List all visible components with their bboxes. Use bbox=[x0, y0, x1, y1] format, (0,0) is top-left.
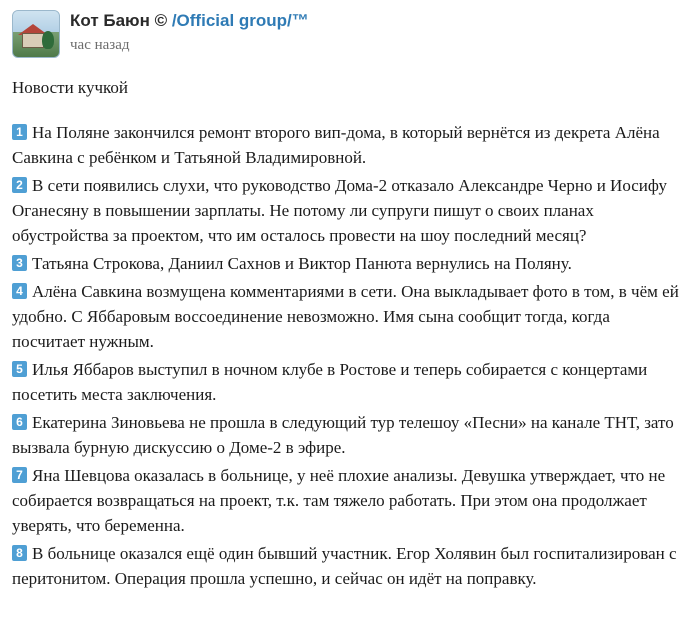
avatar[interactable] bbox=[12, 10, 60, 58]
group-title-line bbox=[70, 10, 309, 31]
post-header bbox=[12, 10, 687, 58]
post-timestamp: час назад bbox=[70, 37, 130, 53]
item-text: Татьяна Строкова, Даниил Сахнов и Виктор Панюта вернулись на Поляну. bbox=[32, 254, 572, 273]
avatar-house bbox=[22, 33, 44, 48]
item-number-badge: 3 bbox=[12, 255, 27, 271]
group-link[interactable]: /Official group/™ bbox=[171, 11, 309, 30]
item-number-badge: 2 bbox=[12, 177, 27, 193]
list-item bbox=[12, 357, 687, 407]
item-text: Екатерина Зиновьева не прошла в следующий тур телешоу «Песни» на канале ТНТ, зато вызвала бурную дискуссию о Доме-2 в эфире. bbox=[12, 413, 674, 457]
list-item bbox=[12, 251, 687, 276]
item-text: На Поляне закончился ремонт второго вип-дома, в который вернётся из декрета Алёна Савкина с ребёнком и Татьяной Владимировной. bbox=[12, 123, 660, 167]
item-text: Алёна Савкина возмущена комментариями в сети. Она выкладывает фото в том, в чём ей удобно. С Яббаровым воссоединение невозможно. Имя сына сообщит тогда, когда посчитает нужным. bbox=[12, 282, 679, 351]
list-item bbox=[12, 463, 687, 538]
list-item bbox=[12, 173, 687, 248]
item-number-badge: 8 bbox=[12, 545, 27, 561]
item-text: Илья Яббаров выступил в ночном клубе в Ростове и теперь собирается с концертами посетить места заключения. bbox=[12, 360, 648, 404]
item-number-badge: 5 bbox=[12, 361, 27, 377]
item-number-badge: 7 bbox=[12, 467, 27, 483]
list-item bbox=[12, 279, 687, 354]
group-name: Кот Баюн © bbox=[70, 11, 172, 30]
item-text: Яна Шевцова оказалась в больнице, у неё плохие анализы. Девушка утверждает, что не собирается возвращаться на проект, т.к. там тяжело работать. При этом она продолжает уверять, что беременна. bbox=[12, 466, 666, 535]
item-number-badge: 4 bbox=[12, 283, 27, 299]
list-item bbox=[12, 541, 687, 591]
list-item bbox=[12, 120, 687, 170]
news-list bbox=[12, 120, 687, 591]
post-intro: Новости кучкой bbox=[12, 78, 128, 97]
header-text-block bbox=[70, 10, 309, 55]
avatar-tree bbox=[42, 31, 54, 49]
item-text: В больнице оказался ещё один бывший участник. Егор Холявин был госпитализирован с перитонитом. Операция прошла успешно, и сейчас он идёт на поправку. bbox=[12, 544, 677, 588]
list-item bbox=[12, 410, 687, 460]
item-text: В сети появились слухи, что руководство Дома-2 отказало Александре Черно и Иосифу Оганесяну в повышении зарплаты. Не потому ли супруги пишут о своих планах обустройства за проектом, что им осталось провести на шоу последний месяц? bbox=[12, 176, 667, 245]
item-number-badge: 1 bbox=[12, 124, 27, 140]
item-number-badge: 6 bbox=[12, 414, 27, 430]
